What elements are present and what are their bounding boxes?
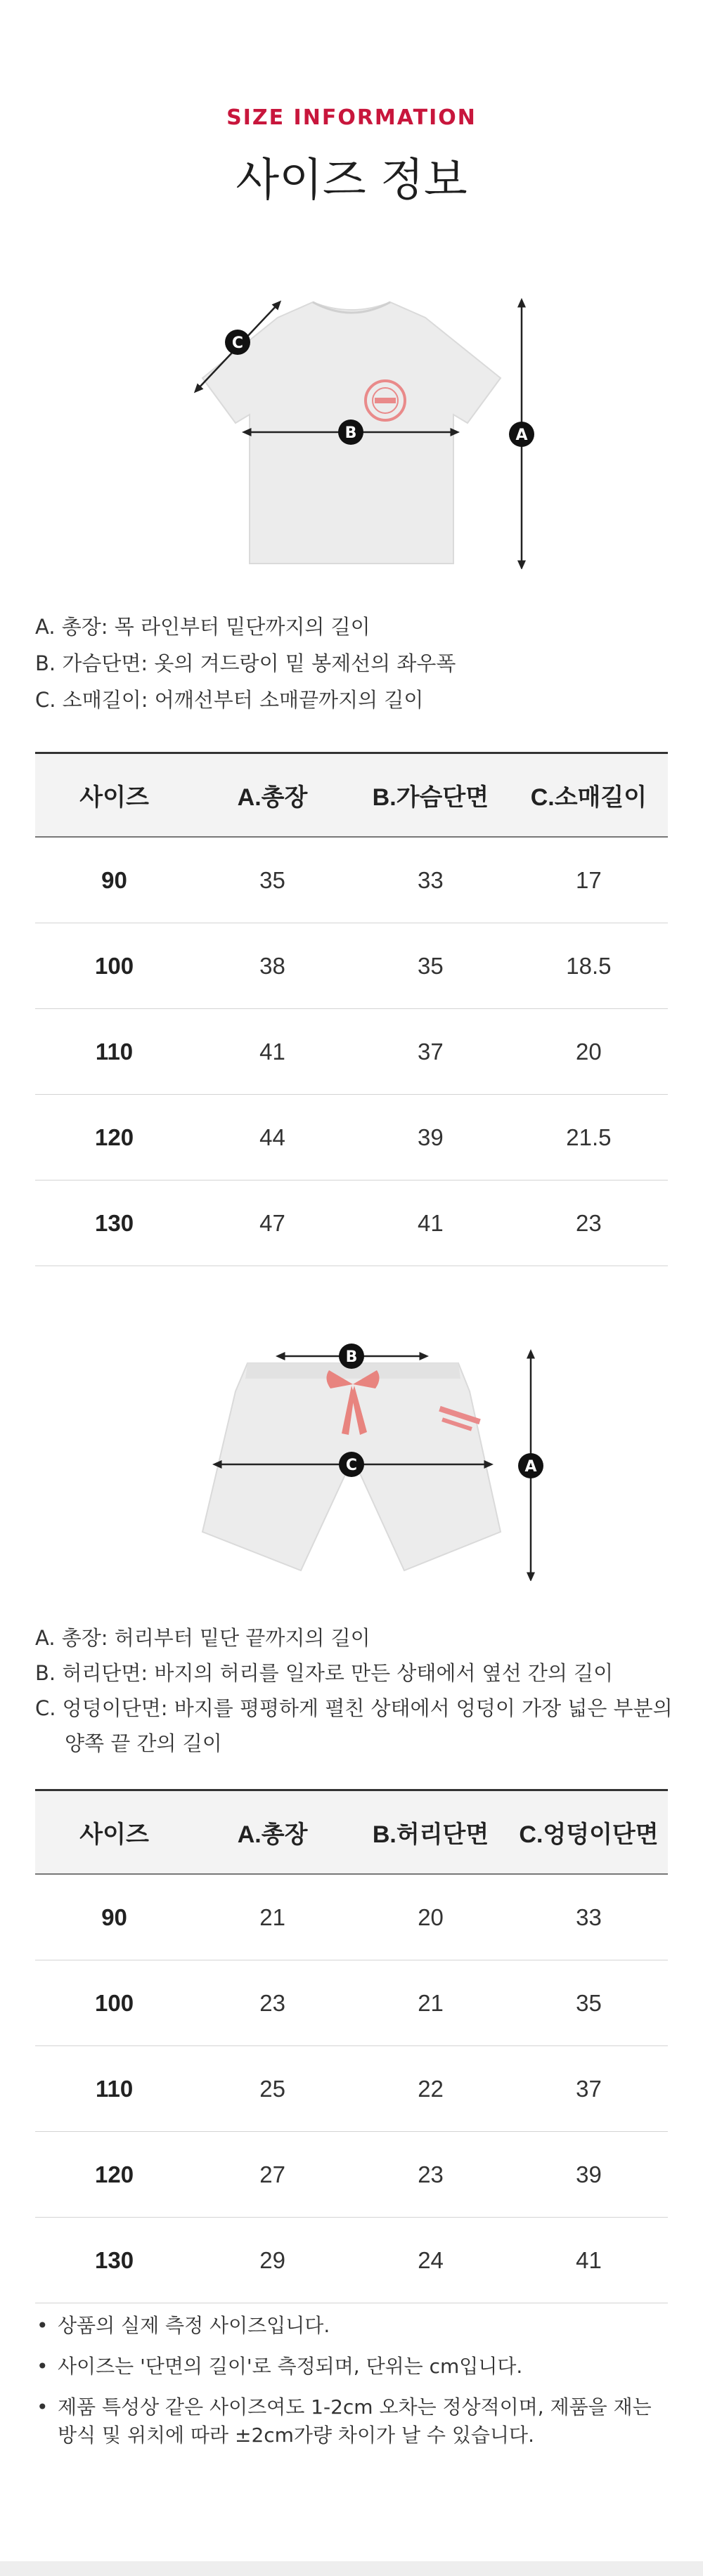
shorts-legend	[35, 1620, 673, 1761]
cell-size: 120	[35, 1095, 193, 1180]
cell-b: 41	[352, 1180, 510, 1266]
cell-a: 27	[193, 2132, 352, 2218]
col-c: C.엉덩이단면	[510, 1790, 668, 1875]
cell-c: 39	[510, 2132, 668, 2218]
table-row	[35, 2046, 668, 2132]
cell-size: 120	[35, 2132, 193, 2218]
cell-b: 21	[352, 1960, 510, 2046]
shorts-legend-b: B. 허리단면: 바지의 허리를 일자로 만든 상태에서 옆선 간의 길이	[35, 1661, 614, 1685]
cell-size: 90	[35, 837, 193, 923]
shirt-legend	[35, 609, 668, 718]
cell-c: 23	[510, 1180, 668, 1266]
footer-bar	[0, 2561, 703, 2576]
cell-size: 100	[35, 1960, 193, 2046]
table-row	[35, 1180, 668, 1266]
shirt-legend-c: C. 소매길이: 어깨선부터 소매끝까지의 길이	[35, 688, 424, 712]
shorts-legend-a: A. 총장: 허리부터 밑단 끝까지의 길이	[35, 1626, 370, 1650]
table-header-row	[35, 1790, 668, 1875]
cell-c: 37	[510, 2046, 668, 2132]
cell-b: 37	[352, 1009, 510, 1095]
cell-b: 35	[352, 923, 510, 1009]
cell-size: 110	[35, 1009, 193, 1095]
cell-a: 25	[193, 2046, 352, 2132]
cell-c: 35	[510, 1960, 668, 2046]
cell-c: 18.5	[510, 923, 668, 1009]
col-c: C.소매길이	[510, 753, 668, 838]
svg-text:B: B	[344, 424, 357, 442]
shorts-illustration	[0, 1328, 703, 1581]
shorts-size-table	[35, 1789, 668, 2303]
shorts-legend-c-cont: 양쪽 끝 간의 길이	[65, 1731, 222, 1755]
col-b: B.가슴단면	[352, 753, 510, 838]
cell-b: 33	[352, 837, 510, 923]
cell-b: 22	[352, 2046, 510, 2132]
cell-c: 41	[510, 2218, 668, 2303]
cell-a: 21	[193, 1874, 352, 1960]
note-item: • 제품 특성상 같은 사이즈여도 1-2cm 오차는 정상적이며, 제품을 재는 방식 및 위치에 따라 ±2cm가량 차이가 날 수 있습니다.	[35, 2393, 668, 2450]
svg-text:A: A	[524, 1458, 537, 1476]
cell-size: 90	[35, 1874, 193, 1960]
cell-b: 39	[352, 1095, 510, 1180]
table-row	[35, 2218, 668, 2303]
table-row	[35, 2132, 668, 2218]
cell-size: 130	[35, 2218, 193, 2303]
shirt-legend-a: A. 총장: 목 라인부터 밑단까지의 길이	[35, 615, 370, 639]
svg-text:A: A	[515, 427, 528, 444]
cell-size: 110	[35, 2046, 193, 2132]
page-title: 사이즈 정보	[236, 155, 467, 207]
shirt-legend-b: B. 가슴단면: 옷의 겨드랑이 밑 봉제선의 좌우폭	[35, 651, 456, 675]
svg-text:B: B	[345, 1348, 358, 1366]
shirt-size-table	[35, 752, 668, 1266]
cell-b: 23	[352, 2132, 510, 2218]
svg-text:C: C	[345, 1457, 358, 1474]
cell-a: 29	[193, 2218, 352, 2303]
col-size: 사이즈	[35, 753, 193, 838]
section-kicker: SIZE INFORMATION	[226, 105, 477, 130]
cell-a: 47	[193, 1180, 352, 1266]
cell-a: 35	[193, 837, 352, 923]
col-a: A.총장	[193, 1790, 352, 1875]
table-row	[35, 837, 668, 923]
shorts-legend-c: C. 엉덩이단면: 바지를 평평하게 펼친 상태에서 엉덩이 가장 넓은 부분의	[35, 1696, 673, 1720]
table-row	[35, 1960, 668, 2046]
svg-text:C: C	[231, 334, 244, 352]
cell-b: 24	[352, 2218, 510, 2303]
cell-a: 38	[193, 923, 352, 1009]
cell-size: 130	[35, 1180, 193, 1266]
col-b: B.허리단면	[352, 1790, 510, 1875]
table-row	[35, 923, 668, 1009]
cell-b: 20	[352, 1874, 510, 1960]
cell-a: 44	[193, 1095, 352, 1180]
col-a: A.총장	[193, 753, 352, 838]
note-item: • 사이즈는 '단면의 길이'로 측정되며, 단위는 cm입니다.	[35, 2353, 668, 2381]
col-size: 사이즈	[35, 1790, 193, 1875]
table-row	[35, 1009, 668, 1095]
table-row	[35, 1095, 668, 1180]
cell-c: 21.5	[510, 1095, 668, 1180]
cell-a: 41	[193, 1009, 352, 1095]
cell-size: 100	[35, 923, 193, 1009]
notes-list	[35, 2312, 668, 2462]
cell-c: 17	[510, 837, 668, 923]
cell-a: 23	[193, 1960, 352, 2046]
tshirt-illustration	[0, 295, 703, 569]
note-item: • 상품의 실제 측정 사이즈입니다.	[35, 2312, 668, 2340]
table-row	[35, 1874, 668, 1960]
cell-c: 20	[510, 1009, 668, 1095]
cell-c: 33	[510, 1874, 668, 1960]
table-header-row	[35, 753, 668, 838]
